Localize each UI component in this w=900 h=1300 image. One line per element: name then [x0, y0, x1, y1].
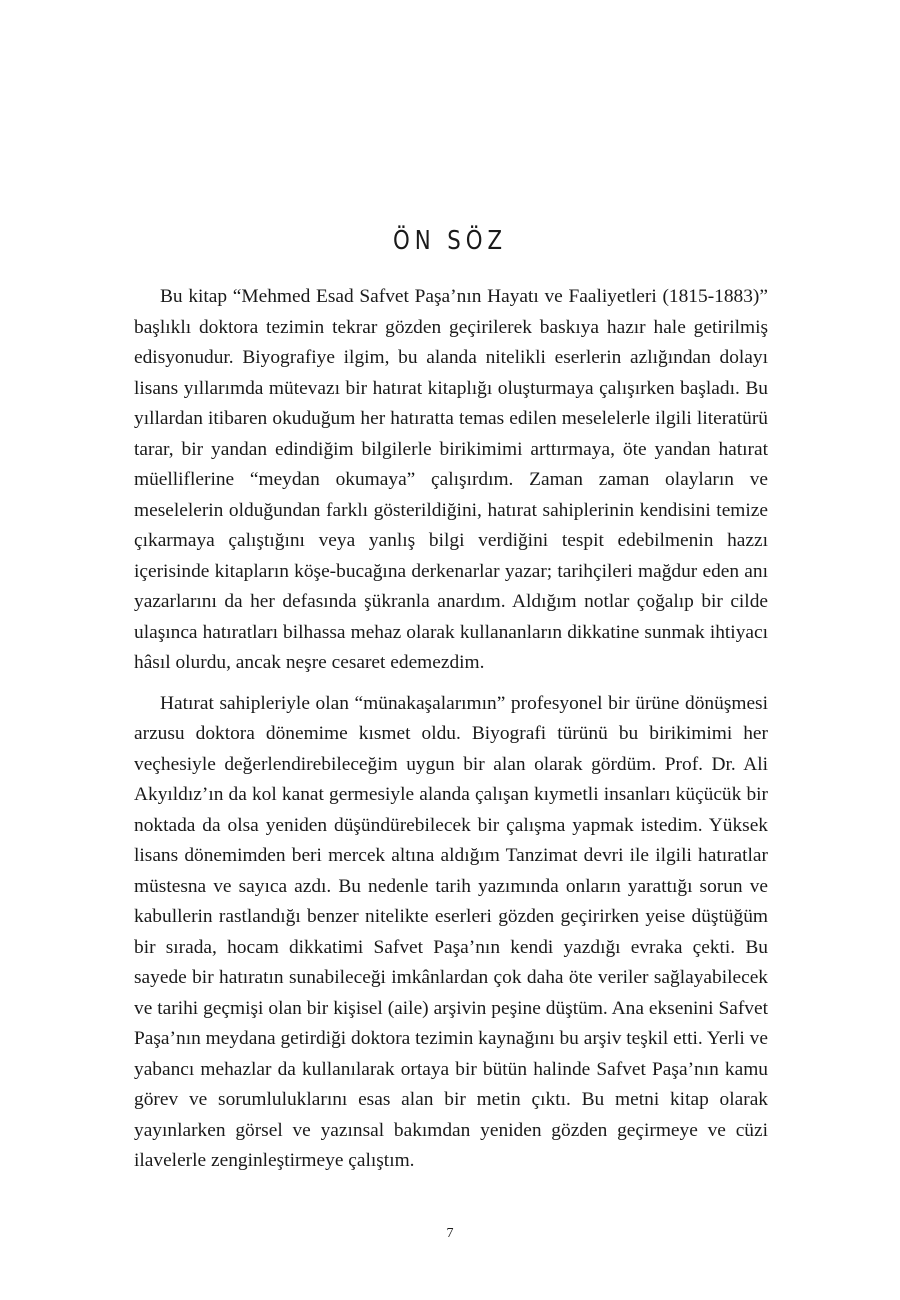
body-text	[134, 282, 768, 1187]
page-number: 7	[446, 1226, 454, 1241]
paragraph-1: Bu kitap “Mehmed Esad Safvet Paşa’nın Hayatı ve Faaliyetleri (1815-1883)” başlıklı doktora tezimin tekrar gözden geçirilerek baskıya hazır hale getirilmiş edisyonudur. Biyografiye ilgim, bu alanda nitelikli eserlerin azlığından dolayı lisans yıllarımda mütevazı bir hatırat kitaplığı oluşturmaya çalışırken başladı. Bu yıllardan itibaren okuduğum her hatıratta temas edilen meselelerle ilgili literatürü tarar, bir yandan edindiğim bilgilerle birikimimi arttırmaya, öte yandan hatırat müelliflerine “meydan okumaya” çalışırdım. Zaman zaman olayların ve meselelerin olduğundan farklı gösterildiğini, hatırat sahiplerinin kendisini temize çıkarmaya çalıştığını veya yanlış bilgi verdiğini tespit edebilmenin hazzı içerisinde kitapların köşe-bucağına derkenarlar yazar; tarihçileri mağdur eden anı yazarlarını da her defasında şükranla anardım. Aldığım notlar çoğalıp bir cilde ulaşınca hatıratları bilhassa mehaz olarak kullananların dikkatine sunmak ihtiyacı hâsıl olurdu, ancak neşre cesaret edemezdim.	[134, 286, 768, 673]
paragraph-2: Hatırat sahipleriyle olan “münakaşalarımın” profesyonel bir ürüne dönüşmesi arzusu doktora dönemime kısmet oldu. Biyografi türünü bu birikimimi her veçhesiyle değerlendirebileceğim uygun bir alan olarak gördüm. Prof. Dr. Ali Akyıldız’ın da kol kanat germesiyle alanda çalışan kıymetli insanları küçücük bir noktada da olsa yeniden düşündürebilecek bir çalışma yapmak istedim. Yüksek lisans dönemimden beri mercek altına aldığım Tanzimat devri ile ilgili hatıratlar müstesna ve sayıca azdı. Bu nedenle tarih yazımında onların yarattığı sorun ve kabullerin rastlandığı benzer nitelikte eserleri gözden geçirirken yeise düştüğüm bir sırada, hocam dikkatimi Safvet Paşa’nın kendi yazdığı evraka çekti. Bu sayede bir hatıratın sunabileceği imkânlardan çok daha öte veriler sağlayabilecek ve tarihi geçmişi olan bir kişisel (aile) arşivin peşine düştüm. Ana eksenini Safvet Paşa’nın meydana getirdiği doktora tezimin kaynağını bu arşiv teşkil etti. Yerli ve yabancı mehazlar da kullanılarak ortaya bir bütün halinde Safvet Paşa’nın kamu görev ve sorumluluklarını esas alan bir metin çıktı. Bu metni kitap olarak yayınlarken görsel ve yazınsal bakımdan yeniden gözden geçirmeye ve cüzi ilavelerle zenginleştirmeye çalıştım.	[134, 692, 768, 1171]
chapter-title: ÖN SÖZ	[393, 226, 507, 256]
